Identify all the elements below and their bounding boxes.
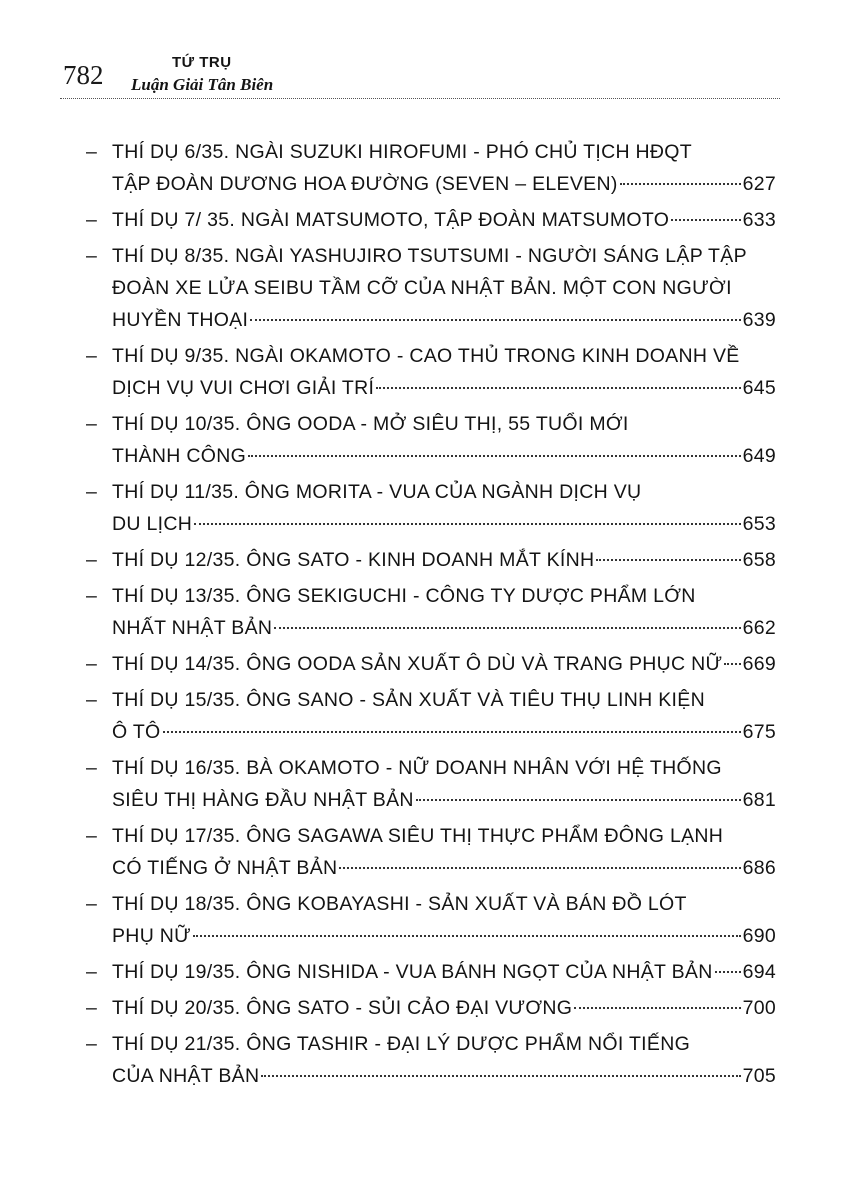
- toc-entry-text: CÓ TIẾNG Ở NHẬT BẢN: [112, 857, 338, 879]
- toc-entry-last-line: [112, 508, 776, 540]
- toc-dash: –: [86, 209, 98, 231]
- dot-leader: [596, 559, 740, 561]
- toc-page-number: 686: [742, 857, 776, 879]
- dot-leader: [339, 867, 740, 869]
- toc-entry-text: DỊCH VỤ VUI CHƠI GIẢI TRÍ: [112, 377, 375, 399]
- toc-dash: –: [86, 245, 98, 267]
- toc-entry-last-line: [112, 372, 776, 404]
- dot-leader: [163, 731, 741, 733]
- toc-dash: –: [86, 893, 98, 915]
- toc-entry-last-line: [112, 992, 776, 1024]
- toc-entry-text: Ô TÔ: [112, 721, 161, 743]
- toc-entry: [86, 956, 776, 988]
- dot-leader: [274, 627, 740, 629]
- toc-page-number: 633: [742, 209, 776, 231]
- toc-dash: –: [86, 757, 98, 779]
- toc-entry-text: SIÊU THỊ HÀNG ĐẦU NHẬT BẢN: [112, 789, 414, 811]
- toc-entry: [86, 476, 776, 540]
- toc-page-number: 658: [742, 549, 776, 571]
- toc-entry: [86, 580, 776, 644]
- toc-page-number: 675: [742, 721, 776, 743]
- toc-page-number: 681: [742, 789, 776, 811]
- toc-entry-text: THÍ DỤ 17/35. ÔNG SAGAWA SIÊU THỊ THỰC PHẨM ĐÔNG LẠNH: [112, 825, 724, 847]
- toc-page-number: 700: [742, 997, 776, 1019]
- toc-entry-text: THÍ DỤ 10/35. ÔNG OODA - MỞ SIÊU THỊ, 55 TUỔI MỚI: [112, 413, 629, 435]
- toc-entry: [86, 136, 776, 200]
- toc-dash: –: [86, 413, 98, 435]
- toc-entry-last-line: [112, 1060, 776, 1092]
- toc-entry-last-line: [112, 716, 776, 748]
- toc-dash: –: [86, 825, 98, 847]
- dot-leader: [261, 1075, 740, 1077]
- toc-dash: –: [86, 585, 98, 607]
- toc-entry-text: THÍ DỤ 16/35. BÀ OKAMOTO - NỮ DOANH NHÂN VỚI HỆ THỐNG: [112, 757, 722, 779]
- toc-entry-text: THÍ DỤ 6/35. NGÀI SUZUKI HIROFUMI - PHÓ CHỦ TỊCH HĐQT: [112, 141, 692, 163]
- toc-dash: –: [86, 481, 98, 503]
- toc-entry: [86, 544, 776, 576]
- toc-entry-text: TẬP ĐOÀN DƯƠNG HOA ĐƯỜNG (SEVEN – ELEVEN): [112, 173, 618, 195]
- toc-entry-text: THÍ DỤ 19/35. ÔNG NISHIDA - VUA BÁNH NGỌT CỦA NHẬT BẢN: [112, 961, 713, 983]
- toc-entry: [86, 204, 776, 236]
- toc-page-number: 694: [742, 961, 776, 983]
- toc-entry-text: CỦA NHẬT BẢN: [112, 1065, 260, 1087]
- toc-dash: –: [86, 997, 98, 1019]
- toc-entry-last-line: [112, 852, 776, 884]
- page-number: 782: [63, 60, 104, 90]
- header-divider: [60, 98, 780, 99]
- dot-leader: [250, 319, 740, 321]
- toc-entry: [86, 684, 776, 748]
- toc-dash: –: [86, 549, 98, 571]
- dot-leader: [193, 935, 740, 937]
- dot-leader: [376, 387, 740, 389]
- toc-entry: [86, 992, 776, 1024]
- toc-entry-text: THÍ DỤ 20/35. ÔNG SATO - SỦI CẢO ĐẠI VƯƠNG: [112, 997, 573, 1019]
- toc-entry-last-line: [112, 612, 776, 644]
- toc-entry: [86, 240, 776, 336]
- dot-leader: [715, 971, 741, 973]
- toc-entry-text: THÍ DỤ 15/35. ÔNG SANO - SẢN XUẤT VÀ TIÊU THỤ LINH KIỆN: [112, 689, 705, 711]
- toc-dash: –: [86, 653, 98, 675]
- toc-entry-last-line: [112, 956, 776, 988]
- toc-entry-text: THÍ DỤ 12/35. ÔNG SATO - KINH DOANH MẮT KÍNH: [112, 549, 595, 571]
- dot-leader: [671, 219, 740, 221]
- toc-entry-last-line: [112, 544, 776, 576]
- toc-entry-text: PHỤ NỮ: [112, 925, 192, 947]
- toc-entry: [86, 888, 776, 952]
- toc-dash: –: [86, 141, 98, 163]
- toc-entry-text: THÍ DỤ 9/35. NGÀI OKAMOTO - CAO THỦ TRONG KINH DOANH VỀ: [112, 345, 740, 367]
- toc-page-number: 639: [742, 309, 776, 331]
- toc-page-number: 649: [742, 445, 776, 467]
- toc-dash: –: [86, 345, 98, 367]
- toc-entry: [86, 408, 776, 472]
- toc-entry: [86, 1028, 776, 1092]
- toc-entry-last-line: [112, 168, 776, 200]
- toc-entry-text: HUYỀN THOẠI: [112, 309, 249, 331]
- toc-entry-text: THÍ DỤ 21/35. ÔNG TASHIR - ĐẠI LÝ DƯỢC PHẨM NỔI TIẾNG: [112, 1033, 691, 1055]
- toc-page-number: 627: [742, 173, 776, 195]
- toc-entry-text: THÍ DỤ 7/ 35. NGÀI MATSUMOTO, TẬP ĐOÀN MATSUMOTO: [112, 209, 670, 231]
- dot-leader: [724, 663, 740, 665]
- dot-leader: [574, 1007, 740, 1009]
- toc-entry-text: THÍ DỤ 18/35. ÔNG KOBAYASHI - SẢN XUẤT VÀ BÁN ĐỒ LÓT: [112, 893, 687, 915]
- toc-entry-last-line: [112, 648, 776, 680]
- table-of-contents: [86, 136, 776, 1096]
- dot-leader: [416, 799, 741, 801]
- toc-entry-text: THÍ DỤ 13/35. ÔNG SEKIGUCHI - CÔNG TY DƯỢC PHẨM LỚN: [112, 585, 696, 607]
- toc-page-number: 690: [742, 925, 776, 947]
- toc-entry-last-line: [112, 304, 776, 336]
- dot-leader: [194, 523, 740, 525]
- toc-entry-text: DU LỊCH: [112, 513, 193, 535]
- toc-page-number: 669: [742, 653, 776, 675]
- toc-entry: [86, 820, 776, 884]
- toc-entry: [86, 648, 776, 680]
- toc-page-number: 645: [742, 377, 776, 399]
- toc-entry-last-line: [112, 440, 776, 472]
- toc-entry-last-line: [112, 784, 776, 816]
- toc-page-number: 705: [742, 1065, 776, 1087]
- toc-entry-text: ĐOÀN XE LỬA SEIBU TẦM CỠ CỦA NHẬT BẢN. MỘT CON NGƯỜI: [112, 277, 732, 299]
- toc-entry-text: NHẤT NHẬT BẢN: [112, 617, 273, 639]
- toc-entry-last-line: [112, 204, 776, 236]
- toc-entry: [86, 340, 776, 404]
- toc-page-number: 653: [742, 513, 776, 535]
- book-title: TỨ TRỤ: [172, 54, 232, 71]
- dot-leader: [248, 455, 740, 457]
- toc-entry-text: THÍ DỤ 11/35. ÔNG MORITA - VUA CỦA NGÀNH DỊCH VỤ: [112, 481, 642, 503]
- toc-entry-text: THÍ DỤ 14/35. ÔNG OODA SẢN XUẤT Ô DÙ VÀ TRANG PHỤC NỮ: [112, 653, 723, 675]
- toc-entry-text: THÍ DỤ 8/35. NGÀI YASHUJIRO TSUTSUMI - NGƯỜI SÁNG LẬP TẬP: [112, 245, 747, 267]
- toc-dash: –: [86, 961, 98, 983]
- dot-leader: [620, 183, 741, 185]
- toc-dash: –: [86, 689, 98, 711]
- toc-entry: [86, 752, 776, 816]
- toc-page-number: 662: [742, 617, 776, 639]
- book-subtitle: Luận Giải Tân Biên: [131, 75, 274, 94]
- toc-entry-last-line: [112, 920, 776, 952]
- toc-entry-text: THÀNH CÔNG: [112, 445, 247, 467]
- toc-dash: –: [86, 1033, 98, 1055]
